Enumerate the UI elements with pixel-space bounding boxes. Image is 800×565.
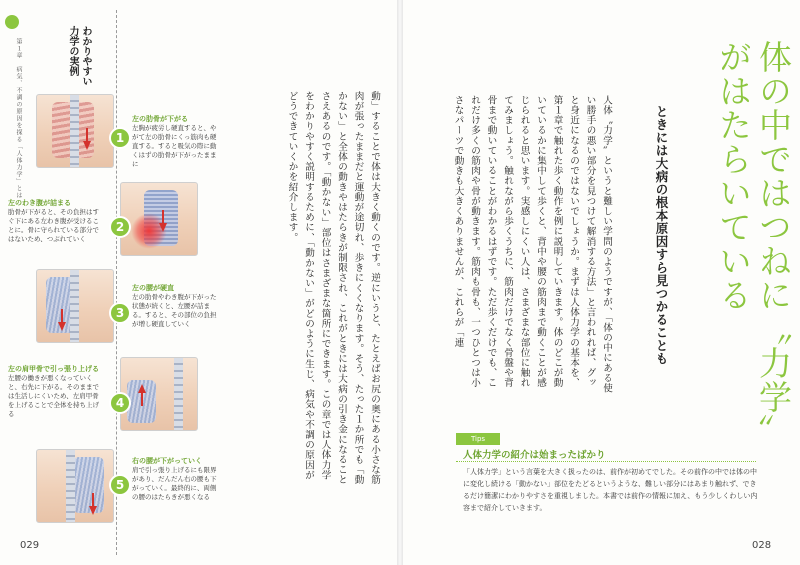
step-heading-4: 左の肩甲骨で引っ張り上げる	[8, 365, 99, 373]
chapter-marker-dot	[5, 15, 19, 29]
step-heading-3: 左の腰が硬直	[132, 284, 174, 292]
step-caption-1	[132, 115, 218, 169]
illustration-5-hips	[36, 449, 114, 523]
step-heading-1: 左の肋骨が下がる	[132, 115, 188, 123]
chapter-label: 第１章 病気、不調の原因を探る「人体力学」とは	[15, 38, 22, 199]
illustration-3-lower-back	[36, 269, 114, 343]
main-title: 体の中ではつねに〝力学〟がはたらいている	[714, 40, 793, 448]
page-number-right: 028	[752, 540, 772, 551]
step-text-1: 左胸が疲労し硬直すると、やがて左の肋骨にくっ筋肉も硬直する。すると吸気の際に動くはずの肋骨が下がったままに	[132, 124, 217, 168]
left-body-text: 動」することで体は大きく動くのです。逆にいうと、たとえばお尻の奥にある小さな筋肉が張ったままだと運動が途切れ、歩きにくくなります。そう、たった１か所でも「動かない」と全体の動きやはたらきが制限され、これがときには大病の引き金になることさえあるのです。「動かない」部位はさまざまな箇所にできます。この章では人体力学をわかりやすく説明するために、「動かない」がどのように生じ、病気や不調の原因がどうできていくかを紹介します。	[286, 91, 380, 485]
side-title	[66, 26, 92, 86]
step-number-5: 5	[109, 474, 131, 496]
sub-title: ときには大病の根本原因すら見つかることも	[654, 105, 669, 365]
step-number-4: 4	[109, 392, 131, 414]
step-caption-3	[132, 284, 218, 329]
side-title-line-1: わかりやすい	[80, 26, 91, 86]
book-gutter	[397, 0, 403, 565]
step-text-5: 肩で引っ張り上げるにも限界があり、だんだん右の腰も下がっていく。最終的に、両側の腰のはたらきが悪くなる	[132, 466, 217, 501]
illustration-2-side	[120, 182, 198, 256]
step-number-1: 1	[109, 127, 131, 149]
tips-divider	[456, 461, 756, 462]
step-text-2: 肋骨が下がると、その負担はすぐ下にある左わき腹が受けることに。骨に守られている部分ではないため、つぶれていく	[8, 208, 99, 243]
step-caption-5	[132, 457, 218, 502]
side-title-line-2: 力学の実例	[67, 26, 78, 76]
step-number-2: 2	[109, 216, 131, 238]
step-number-3: 3	[109, 302, 131, 324]
right-body-text: 人体〝力学〟というと難しい学問のようですが、「体の中にある使い勝手の悪い部分を見つけて解消する方法」と言われれば、グッと身近になるのではないでしょうか。まずは人体力学の基本を、第１章で触れた歩く動作を例に説明していきます。体のどこが動いているかに集中して歩くと、背中や腰の筋肉まで動くことが感じられると思います。実感しにくい人は、さまざまな部位に触れてみましょう。触れながら歩くうちに、筋肉だけでなく骨盤や背骨まで動いていることがわかるはずです。ただ歩くだけでも、これだけ多くの筋肉や骨が動きます。筋肉も骨も、一つひとつは小さなパーツで動きも大きくありませんが、これらが「連	[452, 95, 612, 394]
page-number-left: 029	[20, 540, 40, 551]
tips-tag: Tips	[456, 433, 500, 445]
step-caption-4	[8, 365, 100, 419]
step-heading-5: 右の腰が下がっていく	[132, 457, 202, 465]
step-text-4: 左腰の働きが悪くなっていくと、右先に下がる。そのままでは生活しにくいため、左肩甲骨を上げることで全体を持ち上げる	[8, 374, 99, 418]
step-text-3: 左の肋骨やわき腹が下がった状態が続くと、左腰が詰まる。すると、その部位の負担が増し硬直していく	[132, 293, 217, 328]
step-caption-2	[8, 199, 100, 244]
illustration-1-ribs	[36, 94, 114, 168]
illustration-4-shoulder-blade	[120, 357, 198, 431]
tips-title: 人体力学の紹介は始まったばかり	[463, 450, 606, 461]
tips-text: 「人体力学」という言葉を大きく扱ったのは、前作が初めてでした。その前作の中では体の中に変化し続ける「動かない」部位をたどるというような、難しい部分にはあまり触れず、できるだけ簡潔にわかりやすさを重視しました。本書では前作の情報に加え、もう少しくわしい内容まで紹介していきます。	[463, 468, 758, 512]
step-heading-2: 左のわき腹が詰まる	[8, 199, 71, 207]
